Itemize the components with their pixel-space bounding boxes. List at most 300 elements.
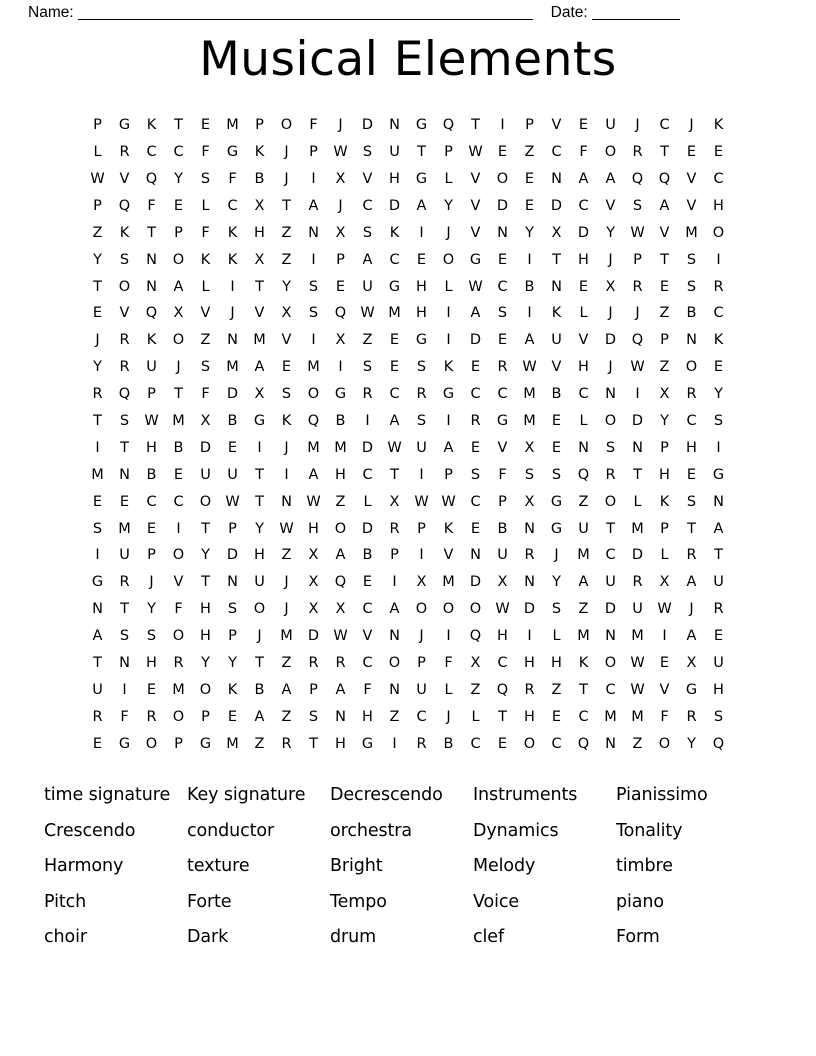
grid-cell[interactable]: J xyxy=(257,628,262,645)
grid-cell[interactable]: E xyxy=(713,628,724,645)
grid-cell[interactable]: W xyxy=(630,655,645,671)
grid-cell[interactable]: I xyxy=(284,466,289,483)
grid-cell[interactable]: Y xyxy=(201,655,210,671)
grid-cell[interactable]: F xyxy=(120,708,129,725)
grid-cell[interactable]: M xyxy=(172,681,185,698)
grid-cell[interactable]: R xyxy=(92,708,103,725)
grid-cell[interactable]: S xyxy=(686,251,697,268)
grid-cell[interactable]: O xyxy=(334,520,347,537)
grid-cell[interactable]: H xyxy=(335,466,346,483)
grid-cell[interactable]: S xyxy=(92,520,103,537)
grid-cell[interactable]: J xyxy=(95,332,100,349)
grid-cell[interactable]: L xyxy=(552,628,561,645)
grid-cell[interactable]: A xyxy=(605,170,616,187)
grid-cell[interactable]: A xyxy=(659,197,670,214)
grid-cell[interactable]: N xyxy=(524,574,535,591)
grid-cell[interactable]: N xyxy=(632,439,643,456)
grid-cell[interactable]: H xyxy=(389,170,400,187)
grid-cell[interactable]: T xyxy=(660,251,669,268)
grid-cell[interactable]: A xyxy=(686,574,697,591)
grid-cell[interactable]: Y xyxy=(714,386,723,403)
grid-cell[interactable]: R xyxy=(470,412,481,429)
grid-cell[interactable]: S xyxy=(551,466,562,483)
grid-cell[interactable]: C xyxy=(551,144,562,161)
grid-cell[interactable]: Z xyxy=(578,601,589,618)
grid-cell[interactable]: R xyxy=(632,144,643,161)
grid-cell[interactable]: W xyxy=(441,493,456,510)
grid-cell[interactable]: C xyxy=(146,493,157,510)
grid-cell[interactable]: B xyxy=(173,439,184,456)
grid-cell[interactable]: T xyxy=(255,466,264,483)
grid-cell[interactable]: R xyxy=(524,547,535,564)
grid-cell[interactable]: Q xyxy=(577,466,590,483)
grid-cell[interactable]: Z xyxy=(254,735,265,752)
grid-cell[interactable]: S xyxy=(200,170,211,187)
grid-cell[interactable]: T xyxy=(93,278,102,295)
grid-cell[interactable]: C xyxy=(416,708,427,725)
grid-cell[interactable]: O xyxy=(442,601,455,618)
grid-cell[interactable]: F xyxy=(444,655,453,671)
grid-cell[interactable]: O xyxy=(604,655,617,671)
grid-cell[interactable]: C xyxy=(605,681,616,698)
grid-cell[interactable]: G xyxy=(118,117,131,134)
grid-cell[interactable]: S xyxy=(227,601,238,618)
grid-cell[interactable]: S xyxy=(497,305,508,322)
grid-cell[interactable]: A xyxy=(281,681,292,698)
grid-cell[interactable]: J xyxy=(284,170,289,187)
grid-cell[interactable]: V xyxy=(362,170,373,187)
grid-cell[interactable]: Q xyxy=(631,170,644,187)
grid-cell[interactable]: E xyxy=(227,439,238,456)
grid-cell[interactable]: L xyxy=(471,708,480,725)
grid-cell[interactable]: E xyxy=(524,170,535,187)
grid-cell[interactable]: B xyxy=(254,681,265,698)
grid-cell[interactable]: M xyxy=(226,735,239,752)
grid-cell[interactable]: S xyxy=(416,359,427,376)
grid-cell[interactable]: L xyxy=(93,144,102,161)
grid-cell[interactable]: D xyxy=(361,117,374,134)
grid-cell[interactable]: V xyxy=(443,547,454,564)
grid-cell[interactable]: C xyxy=(173,493,184,510)
grid-cell[interactable]: T xyxy=(552,251,561,268)
grid-cell[interactable]: Q xyxy=(469,628,482,645)
grid-cell[interactable]: K xyxy=(119,224,130,241)
grid-cell[interactable]: E xyxy=(92,305,103,322)
grid-cell[interactable]: W xyxy=(360,305,375,322)
grid-cell[interactable]: N xyxy=(146,278,157,295)
grid-cell[interactable]: O xyxy=(415,601,428,618)
grid-cell[interactable]: V xyxy=(605,197,616,214)
grid-cell[interactable]: U xyxy=(632,601,643,618)
grid-cell[interactable]: U xyxy=(389,144,400,161)
grid-cell[interactable]: I xyxy=(419,547,424,564)
grid-cell[interactable]: C xyxy=(146,144,157,161)
grid-cell[interactable]: N xyxy=(281,493,292,510)
grid-cell[interactable]: O xyxy=(118,278,131,295)
grid-cell[interactable]: N xyxy=(470,547,481,564)
grid-cell[interactable]: M xyxy=(523,386,536,403)
grid-cell[interactable]: S xyxy=(308,305,319,322)
grid-cell[interactable]: S xyxy=(470,466,481,483)
grid-cell[interactable]: U xyxy=(713,655,724,671)
grid-cell[interactable]: J xyxy=(608,251,613,268)
grid-cell[interactable]: H xyxy=(524,655,535,671)
grid-cell[interactable]: Y xyxy=(255,520,264,537)
grid-cell[interactable]: F xyxy=(498,466,507,483)
grid-cell[interactable]: C xyxy=(362,601,373,618)
grid-cell[interactable]: T xyxy=(498,708,507,725)
grid-cell[interactable]: E xyxy=(686,144,697,161)
grid-cell[interactable]: X xyxy=(605,278,616,295)
grid-cell[interactable]: E xyxy=(659,655,670,671)
grid-cell[interactable]: I xyxy=(446,412,451,429)
grid-cell[interactable]: S xyxy=(119,628,130,645)
grid-cell[interactable]: I xyxy=(527,628,532,645)
grid-cell[interactable]: D xyxy=(361,520,374,537)
grid-cell[interactable]: G xyxy=(334,386,347,403)
grid-cell[interactable]: V xyxy=(659,224,670,241)
grid-cell[interactable]: R xyxy=(119,574,130,591)
word-search-grid[interactable] xyxy=(84,112,732,757)
grid-cell[interactable]: O xyxy=(172,628,185,645)
grid-cell[interactable]: G xyxy=(226,144,239,161)
grid-cell[interactable]: J xyxy=(689,601,694,618)
grid-cell[interactable]: D xyxy=(604,601,617,618)
grid-cell[interactable]: B xyxy=(362,547,373,564)
grid-cell[interactable]: G xyxy=(388,278,401,295)
grid-cell[interactable]: V xyxy=(551,117,562,134)
grid-cell[interactable]: D xyxy=(307,628,320,645)
grid-cell[interactable]: R xyxy=(632,574,643,591)
grid-cell[interactable]: E xyxy=(335,278,346,295)
grid-cell[interactable]: E xyxy=(470,439,481,456)
grid-cell[interactable]: D xyxy=(469,332,482,349)
grid-cell[interactable]: Y xyxy=(147,601,156,618)
grid-cell[interactable]: N xyxy=(119,466,130,483)
grid-cell[interactable]: I xyxy=(446,628,451,645)
grid-cell[interactable]: Y xyxy=(552,574,561,591)
grid-cell[interactable]: F xyxy=(201,144,210,161)
grid-cell[interactable]: S xyxy=(146,628,157,645)
grid-cell[interactable]: T xyxy=(255,655,264,671)
grid-cell[interactable]: B xyxy=(335,412,346,429)
grid-cell[interactable]: K xyxy=(389,224,400,241)
grid-cell[interactable]: N xyxy=(524,520,535,537)
grid-cell[interactable]: D xyxy=(577,224,590,241)
grid-cell[interactable]: Y xyxy=(444,197,453,214)
grid-cell[interactable]: R xyxy=(335,655,346,671)
grid-cell[interactable]: Z xyxy=(200,332,211,349)
grid-cell[interactable]: P xyxy=(174,224,183,241)
grid-cell[interactable]: R xyxy=(416,735,427,752)
grid-cell[interactable]: C xyxy=(173,144,184,161)
grid-cell[interactable]: G xyxy=(199,735,212,752)
grid-cell[interactable]: Z xyxy=(335,493,346,510)
grid-cell[interactable]: O xyxy=(145,735,158,752)
grid-cell[interactable]: A xyxy=(254,359,265,376)
grid-cell[interactable]: Y xyxy=(228,655,237,671)
grid-cell[interactable]: I xyxy=(635,386,640,403)
grid-cell[interactable]: Q xyxy=(118,197,131,214)
grid-cell[interactable]: O xyxy=(658,735,671,752)
grid-cell[interactable]: V xyxy=(470,170,481,187)
name-input-line[interactable] xyxy=(78,6,533,20)
grid-cell[interactable]: R xyxy=(119,332,130,349)
grid-cell[interactable]: W xyxy=(306,493,321,510)
grid-cell[interactable]: W xyxy=(387,439,402,456)
grid-cell[interactable]: G xyxy=(415,332,428,349)
grid-cell[interactable]: R xyxy=(119,359,130,376)
grid-cell[interactable]: L xyxy=(444,681,453,698)
grid-cell[interactable]: E xyxy=(659,278,670,295)
grid-cell[interactable]: I xyxy=(338,359,343,376)
grid-cell[interactable]: F xyxy=(174,601,183,618)
grid-cell[interactable]: E xyxy=(389,332,400,349)
grid-cell[interactable]: W xyxy=(279,520,294,537)
grid-cell[interactable]: N xyxy=(551,278,562,295)
grid-cell[interactable]: L xyxy=(444,170,453,187)
grid-cell[interactable]: T xyxy=(660,144,669,161)
grid-cell[interactable]: T xyxy=(417,144,426,161)
grid-cell[interactable]: V xyxy=(497,439,508,456)
grid-cell[interactable]: H xyxy=(713,681,724,698)
grid-cell[interactable]: B xyxy=(551,386,562,403)
grid-cell[interactable]: E xyxy=(497,735,508,752)
grid-cell[interactable]: C xyxy=(362,466,373,483)
grid-cell[interactable]: Q xyxy=(118,386,131,403)
grid-cell[interactable]: Z xyxy=(659,305,670,322)
grid-cell[interactable]: Y xyxy=(93,251,102,268)
grid-cell[interactable]: P xyxy=(93,117,102,134)
grid-cell[interactable]: Z xyxy=(389,708,400,725)
grid-cell[interactable]: U xyxy=(605,574,616,591)
grid-cell[interactable]: Z xyxy=(632,735,643,752)
grid-cell[interactable]: M xyxy=(307,439,320,456)
grid-cell[interactable]: Q xyxy=(334,574,347,591)
grid-cell[interactable]: N xyxy=(389,628,400,645)
grid-cell[interactable]: M xyxy=(577,628,590,645)
grid-cell[interactable]: Y xyxy=(660,412,669,429)
grid-cell[interactable]: R xyxy=(686,708,697,725)
grid-cell[interactable]: U xyxy=(578,520,589,537)
grid-cell[interactable]: O xyxy=(199,681,212,698)
grid-cell[interactable]: O xyxy=(523,735,536,752)
grid-cell[interactable]: J xyxy=(338,197,343,214)
grid-cell[interactable]: J xyxy=(284,144,289,161)
grid-cell[interactable]: A xyxy=(254,708,265,725)
grid-cell[interactable]: S xyxy=(416,412,427,429)
grid-cell[interactable]: L xyxy=(363,493,372,510)
grid-cell[interactable]: Y xyxy=(282,278,291,295)
grid-cell[interactable]: R xyxy=(119,144,130,161)
grid-cell[interactable]: G xyxy=(550,520,563,537)
grid-cell[interactable]: D xyxy=(199,439,212,456)
grid-cell[interactable]: R xyxy=(416,386,427,403)
grid-cell[interactable]: D xyxy=(226,386,239,403)
grid-cell[interactable]: H xyxy=(416,305,427,322)
grid-cell[interactable]: S xyxy=(713,412,724,429)
grid-cell[interactable]: P xyxy=(390,547,399,564)
grid-cell[interactable]: Z xyxy=(524,144,535,161)
grid-cell[interactable]: T xyxy=(606,520,615,537)
grid-cell[interactable]: E xyxy=(713,144,724,161)
grid-cell[interactable]: S xyxy=(362,224,373,241)
grid-cell[interactable]: Z xyxy=(470,681,481,698)
grid-cell[interactable]: B xyxy=(524,278,535,295)
grid-cell[interactable]: P xyxy=(660,520,669,537)
grid-cell[interactable]: G xyxy=(550,493,563,510)
grid-cell[interactable]: A xyxy=(92,628,103,645)
grid-cell[interactable]: S xyxy=(632,197,643,214)
grid-cell[interactable]: L xyxy=(201,197,210,214)
grid-cell[interactable]: J xyxy=(635,305,640,322)
grid-cell[interactable]: M xyxy=(172,412,185,429)
grid-cell[interactable]: X xyxy=(524,439,535,456)
grid-cell[interactable]: J xyxy=(149,574,154,591)
grid-cell[interactable]: I xyxy=(257,439,262,456)
grid-cell[interactable]: E xyxy=(578,278,589,295)
grid-cell[interactable]: R xyxy=(362,386,373,403)
grid-cell[interactable]: O xyxy=(172,708,185,725)
grid-cell[interactable]: E xyxy=(497,332,508,349)
grid-cell[interactable]: C xyxy=(470,493,481,510)
grid-cell[interactable]: M xyxy=(226,117,239,134)
grid-cell[interactable]: I xyxy=(716,439,721,456)
grid-cell[interactable]: W xyxy=(333,628,348,645)
grid-cell[interactable]: H xyxy=(524,708,535,725)
grid-cell[interactable]: K xyxy=(227,224,238,241)
grid-cell[interactable]: N xyxy=(146,251,157,268)
grid-cell[interactable]: G xyxy=(253,412,266,429)
grid-cell[interactable]: C xyxy=(227,197,238,214)
grid-cell[interactable]: E xyxy=(281,359,292,376)
grid-cell[interactable]: M xyxy=(280,628,293,645)
grid-cell[interactable]: L xyxy=(633,493,642,510)
grid-cell[interactable]: J xyxy=(176,359,181,376)
grid-cell[interactable]: C xyxy=(362,197,373,214)
grid-cell[interactable]: C xyxy=(497,655,508,671)
grid-cell[interactable]: J xyxy=(608,359,613,376)
grid-cell[interactable]: J xyxy=(284,574,289,591)
grid-cell[interactable]: N xyxy=(308,224,319,241)
grid-cell[interactable]: I xyxy=(392,574,397,591)
grid-cell[interactable]: G xyxy=(712,466,725,483)
grid-cell[interactable]: K xyxy=(146,332,157,349)
grid-cell[interactable]: X xyxy=(524,493,535,510)
grid-cell[interactable]: D xyxy=(469,574,482,591)
grid-cell[interactable]: A xyxy=(443,439,454,456)
grid-cell[interactable]: Z xyxy=(362,332,373,349)
grid-cell[interactable]: Z xyxy=(281,655,292,671)
grid-cell[interactable]: C xyxy=(362,655,373,671)
grid-cell[interactable]: C xyxy=(686,412,697,429)
grid-cell[interactable]: M xyxy=(631,520,644,537)
grid-cell[interactable]: M xyxy=(577,547,590,564)
grid-cell[interactable]: I xyxy=(392,735,397,752)
grid-cell[interactable]: W xyxy=(414,493,429,510)
grid-cell[interactable]: Q xyxy=(442,117,455,134)
grid-cell[interactable]: E xyxy=(173,466,184,483)
grid-cell[interactable]: T xyxy=(174,117,183,134)
grid-cell[interactable]: U xyxy=(119,547,130,564)
grid-cell[interactable]: I xyxy=(500,117,505,134)
grid-cell[interactable]: W xyxy=(495,601,510,618)
grid-cell[interactable]: R xyxy=(146,708,157,725)
grid-cell[interactable]: K xyxy=(551,305,562,322)
grid-cell[interactable]: Y xyxy=(174,170,183,187)
grid-cell[interactable]: C xyxy=(497,278,508,295)
grid-cell[interactable]: N xyxy=(92,601,103,618)
grid-cell[interactable]: O xyxy=(253,601,266,618)
grid-cell[interactable]: G xyxy=(442,386,455,403)
grid-cell[interactable]: T xyxy=(471,117,480,134)
grid-cell[interactable]: M xyxy=(226,359,239,376)
grid-cell[interactable]: W xyxy=(468,278,483,295)
grid-cell[interactable]: R xyxy=(713,601,724,618)
grid-cell[interactable]: H xyxy=(578,359,589,376)
grid-cell[interactable]: P xyxy=(147,386,156,403)
grid-cell[interactable]: P xyxy=(309,144,318,161)
grid-cell[interactable]: P xyxy=(660,332,669,349)
grid-cell[interactable]: H xyxy=(713,197,724,214)
grid-cell[interactable]: C xyxy=(605,547,616,564)
grid-cell[interactable]: K xyxy=(227,251,238,268)
grid-cell[interactable]: O xyxy=(442,251,455,268)
grid-cell[interactable]: P xyxy=(93,197,102,214)
grid-cell[interactable]: U xyxy=(551,332,562,349)
grid-cell[interactable]: A xyxy=(308,197,319,214)
grid-cell[interactable]: V xyxy=(173,574,184,591)
grid-cell[interactable]: A xyxy=(308,466,319,483)
grid-cell[interactable]: P xyxy=(633,251,642,268)
grid-cell[interactable]: C xyxy=(551,735,562,752)
grid-cell[interactable]: G xyxy=(91,574,104,591)
grid-cell[interactable]: V xyxy=(578,332,589,349)
grid-cell[interactable]: K xyxy=(578,655,589,671)
grid-cell[interactable]: H xyxy=(146,439,157,456)
grid-cell[interactable]: N xyxy=(605,628,616,645)
grid-cell[interactable]: E xyxy=(146,520,157,537)
grid-cell[interactable]: I xyxy=(311,170,316,187)
grid-cell[interactable]: D xyxy=(550,197,563,214)
grid-cell[interactable]: I xyxy=(419,466,424,483)
grid-cell[interactable]: I xyxy=(176,520,181,537)
grid-cell[interactable]: X xyxy=(308,547,319,564)
grid-cell[interactable]: M xyxy=(118,520,131,537)
grid-cell[interactable]: X xyxy=(335,170,346,187)
grid-cell[interactable]: H xyxy=(686,439,697,456)
grid-cell[interactable]: T xyxy=(120,601,129,618)
grid-cell[interactable]: X xyxy=(659,386,670,403)
grid-cell[interactable]: B xyxy=(686,305,697,322)
grid-cell[interactable]: V xyxy=(470,197,481,214)
grid-cell[interactable]: H xyxy=(578,251,589,268)
grid-cell[interactable]: Q xyxy=(496,681,509,698)
grid-cell[interactable]: K xyxy=(713,332,724,349)
grid-cell[interactable]: G xyxy=(118,735,131,752)
grid-cell[interactable]: X xyxy=(551,224,562,241)
grid-cell[interactable]: U xyxy=(605,117,616,134)
grid-cell[interactable]: L xyxy=(579,412,588,429)
grid-cell[interactable]: S xyxy=(713,708,724,725)
grid-cell[interactable]: O xyxy=(604,412,617,429)
grid-cell[interactable]: U xyxy=(227,466,238,483)
grid-cell[interactable]: Z xyxy=(92,224,103,241)
grid-cell[interactable]: S xyxy=(308,278,319,295)
grid-cell[interactable]: H xyxy=(659,466,670,483)
grid-cell[interactable]: I xyxy=(716,251,721,268)
grid-cell[interactable]: X xyxy=(389,493,400,510)
